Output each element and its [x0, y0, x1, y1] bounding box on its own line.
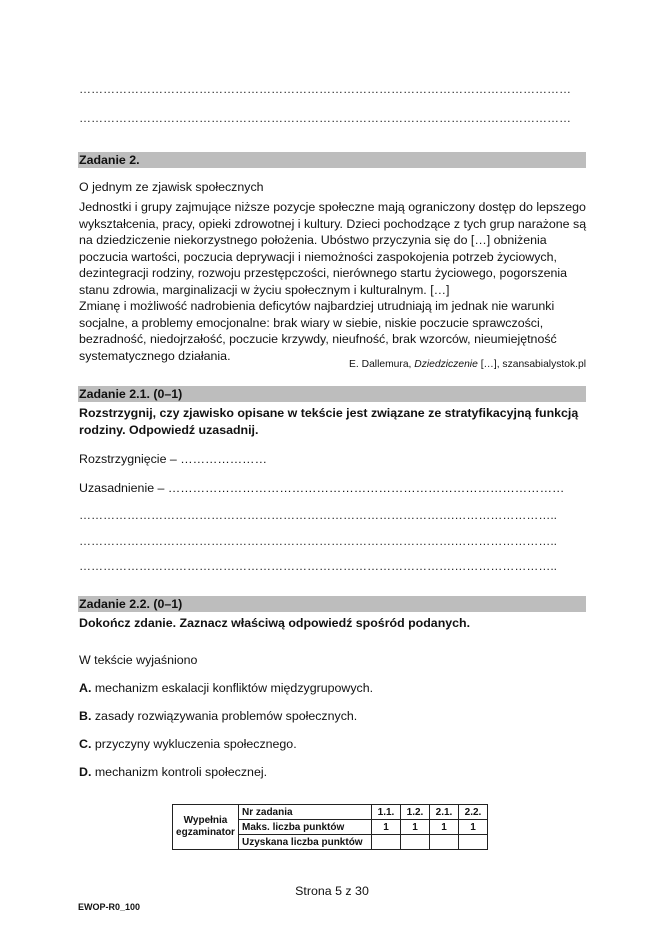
score-input-cell[interactable]	[459, 835, 488, 850]
option-letter: D.	[79, 765, 92, 779]
answer-line[interactable]: ………………………………………………………………………………….……………………..	[79, 534, 558, 548]
page-number: Strona 5 z 30	[295, 884, 369, 898]
answer-line[interactable]: ………………………………………………………………………………….……………………..	[79, 559, 558, 573]
task-number-cell: 1.2.	[401, 805, 430, 820]
question-stem: W tekście wyjaśniono	[79, 653, 198, 667]
option-b[interactable]	[79, 708, 587, 725]
option-text: zasady rozwiązywania problemów społecznych.	[94, 709, 358, 723]
option-letter: C.	[79, 737, 92, 751]
table-row	[173, 805, 488, 820]
source-text-paragraph-1: Jednostki i grupy zajmujące niższe pozycje społeczne mają ograniczony dostęp do lepszego wykształcenia, pracy, opieki zdrowotnej i kultury. Dzieci pochodzące z tych grup narażone są na dziedziczenie niekorzystnego położenia. Ubóstwo przyczynia się do […] obniżenia poczucia wartości, poczucia deprywacji i niemożności zaspokojenia potrzeb życiowych, dezintegracji rodziny, rozwoju przestępczości, nierównego startu życiowego, pogorszenia stanu zdrowia, marginalizacji w życiu społecznym i kulturalnym. […]	[79, 200, 587, 297]
source-citation	[349, 359, 586, 370]
option-letter: A.	[79, 681, 92, 695]
exam-code: EWOP-R0_100	[78, 902, 141, 912]
task-2-intro: O jednym ze zjawisk społecznych	[79, 180, 264, 194]
task-number-cell: 2.2.	[459, 805, 488, 820]
examiner-label-line: egzaminator	[176, 827, 235, 838]
task-number-cell: 2.1.	[430, 805, 459, 820]
row-label: Nr zadania	[239, 805, 372, 820]
row-label: Maks. liczba punktów	[239, 820, 372, 835]
max-points-cell: 1	[401, 820, 430, 835]
option-d[interactable]	[79, 764, 587, 781]
justification-field[interactable]: Uzasadnienie – ……………………………………………………………………………………	[79, 481, 565, 495]
score-input-cell[interactable]	[430, 835, 459, 850]
max-points-cell: 1	[459, 820, 488, 835]
source-text-paragraph-2: Zmianę i możliwość nadrobienia deficytów najbardziej utrudniają im jednak nie warunki socjalne, a problemy emocjonalne: brak wiary w siebie, niskie poczucie sprawczości, bezradność, niedojrzałość, poczucie krzywdy, nieufność, brak wzorców, nieumiejętność systematycznego działania.	[79, 299, 557, 363]
score-input-cell[interactable]	[372, 835, 401, 850]
task-2-1-header: Zadanie 2.1. (0–1)	[78, 386, 586, 402]
task-2-1-instruction: Rozstrzygnij, czy zjawisko opisane w tekście jest związane ze stratyfikacyjną funkcją rodziny. Odpowiedź uzasadnij.	[79, 406, 579, 437]
option-letter: B.	[79, 709, 92, 723]
max-points-cell: 1	[430, 820, 459, 835]
max-points-cell: 1	[372, 820, 401, 835]
decision-field[interactable]: Rozstrzygnięcie – …………………	[79, 452, 267, 466]
option-text: mechanizm kontroli społecznej.	[94, 765, 268, 779]
option-c[interactable]	[79, 736, 587, 753]
task-2-2-header: Zadanie 2.2. (0–1)	[78, 596, 586, 612]
option-text: przyczyny wykluczenia społecznego.	[94, 737, 297, 751]
examiner-label	[173, 805, 239, 850]
answer-line[interactable]: ……………………………………………………………………………………………………………	[79, 111, 571, 125]
examiner-label-line: Wypełnia	[183, 815, 228, 826]
task-2-header: Zadanie 2.	[78, 152, 586, 168]
task-2-2-instruction: Dokończ zdanie. Zaznacz właściwą odpowiedź spośród podanych.	[79, 616, 471, 630]
score-input-cell[interactable]	[401, 835, 430, 850]
source-author: E. Dallemura,	[349, 359, 415, 370]
row-label: Uzyskana liczba punktów	[239, 835, 372, 850]
answer-line[interactable]: ……………………………………………………………………………………………………………	[79, 82, 571, 96]
score-table	[172, 804, 488, 850]
option-text: mechanizm eskalacji konfliktów międzygrupowych.	[94, 681, 374, 695]
task-number-cell: 1.1.	[372, 805, 401, 820]
option-a[interactable]	[79, 680, 587, 697]
source-site: […], szansabialystok.pl	[477, 359, 586, 370]
source-title: Dziedziczenie	[414, 359, 478, 370]
answer-line[interactable]: ………………………………………………………………………………….……………………..	[79, 508, 558, 522]
